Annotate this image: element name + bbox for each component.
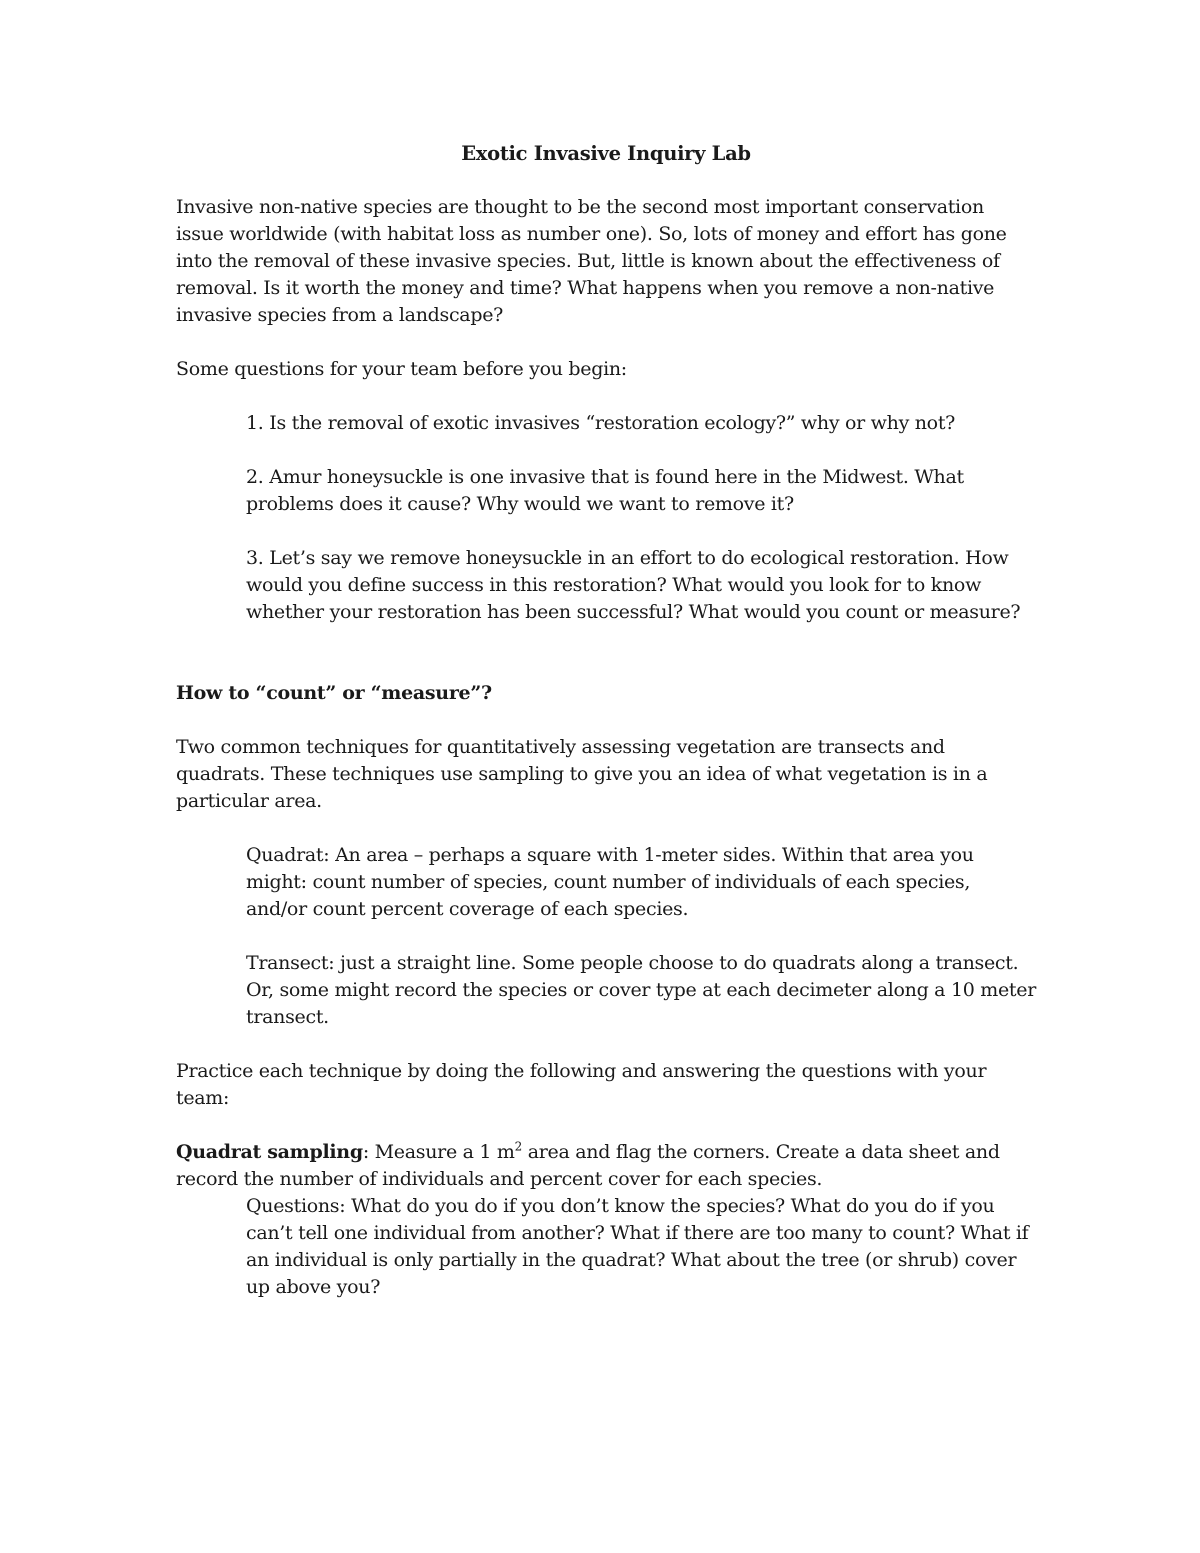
- superscript-2: 2: [514, 1139, 522, 1154]
- question-1: 1. Is the removal of exotic invasives “restoration ecology?” why or why not?: [246, 412, 956, 434]
- document-title: Exotic Invasive Inquiry Lab: [461, 142, 751, 165]
- quadrat-sampling-paragraph: [176, 1139, 1036, 1193]
- transect-definition: Transect: just a straight line. Some people choose to do quadrats along a transect. Or, some might record the species or cover type at each decimeter along a 10 meter transect.: [246, 952, 1036, 1028]
- quadrat-questions: Questions: What do you do if you don’t know the species? What do you do if you can’t tell one individual from another? What if there are too many to count? What if an individual is only partially in the quadrat? What about the tree (or shrub) cover up above you?: [246, 1195, 1029, 1298]
- intro-paragraph: Invasive non-native species are thought to be the second most important conservation issue worldwide (with habitat loss as number one). So, lots of money and effort has gone into the removal of these invasive species. But, little is known about the effectiveness of removal. Is it worth the money and time? What happens when you remove a non-native invasive species from a landscape?: [176, 196, 1007, 326]
- questions-intro: Some questions for your team before you begin:: [176, 358, 627, 380]
- question-3: 3. Let’s say we remove honeysuckle in an effort to do ecological restoration. How would you define success in this restoration? What would you look for to know whether your restoration has been successful? What would you count or measure?: [246, 547, 1021, 623]
- quadrat-sampling-text-a: : Measure a 1 m: [362, 1141, 515, 1163]
- practice-paragraph: Practice each technique by doing the following and answering the questions with your team:: [176, 1060, 987, 1109]
- quadrat-sampling-label: Quadrat sampling: [176, 1141, 363, 1163]
- question-2: 2. Amur honeysuckle is one invasive that is found here in the Midwest. What problems does it cause? Why would we want to remove it?: [246, 466, 964, 515]
- techniques-paragraph: Two common techniques for quantitatively assessing vegetation are transects and quadrats. These techniques use sampling to give you an idea of what vegetation is in a particular area.: [176, 736, 988, 812]
- quadrat-sampling-text-b: area and flag the corners. Create a data sheet and record the number of individuals and percent cover for each species.: [176, 1141, 1000, 1190]
- section-heading: How to “count” or “measure”?: [176, 682, 492, 704]
- document-page: [176, 140, 1036, 1301]
- quadrat-definition: Quadrat: An area – perhaps a square with 1-meter sides. Within that area you might: count number of species, count number of individuals of each species, and/or count percent coverage of each species.: [246, 844, 974, 920]
